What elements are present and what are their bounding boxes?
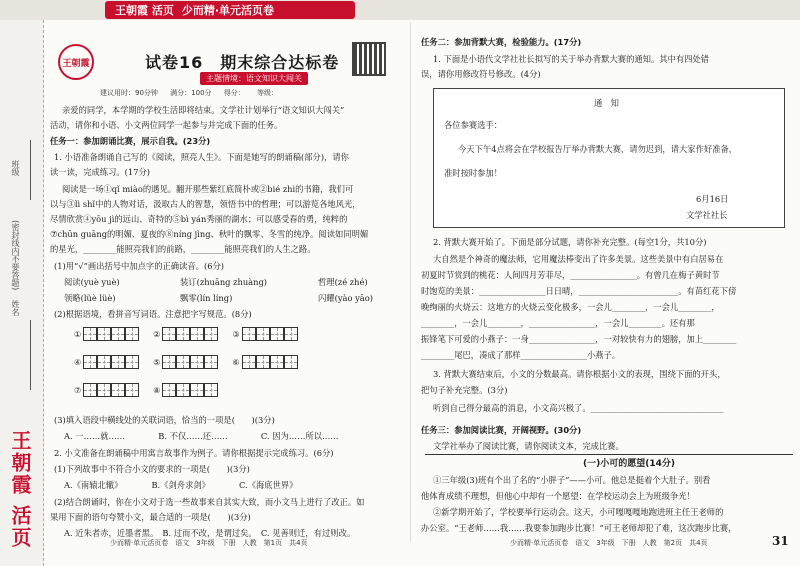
q2-sub-1: (1)下列故事中不符合小文的要求的一项是( )(3分) [54, 464, 250, 474]
name-blank [30, 320, 31, 390]
footer-left: 少而精·单元活页卷 语文 3年级 下册 人教 第1页 共4页 [110, 539, 308, 547]
reading-option-1[interactable]: 阅读(yuè yuè) [64, 277, 120, 287]
story-line-2: 他体育成绩不理想，但他心中却有一个愿望：在学校运动会上为班级争光！ [421, 491, 695, 501]
notice-signature: 文学社社长 [686, 210, 728, 220]
qr-code-icon [352, 42, 386, 76]
sub-question-2: (2)根据语境，看拼音写词语。注意把字写规范。(8分) [54, 309, 252, 319]
reading-option-6[interactable]: 闪耀(yào yāo) [318, 293, 373, 303]
page-number: 31 [772, 534, 789, 548]
writing-grid-item[interactable]: ① [74, 327, 139, 341]
reading-option-2[interactable]: 装订(zhuāng zhuàng) [180, 277, 268, 287]
writing-grid-row-1 [74, 327, 312, 341]
score-meta: 满分：100分 [170, 89, 212, 97]
q2-sub-2-line-1: (2)结合朗诵时，你在小文对于选一些故事来自其实大致，而小文马上进行了改正。如 [54, 497, 365, 507]
r-q2-p3: 时饱览的美景：________________日日晴，________________________。有苗红花下傍 [421, 286, 737, 296]
task-2-heading: 任务二：参加背默大赛，检验能力。(17分) [421, 37, 582, 47]
class-label: 班级 [11, 160, 20, 176]
writing-grid-item[interactable]: ② [153, 327, 218, 341]
story-line-4: 办公室。“王老师……我……我要参加跑步比赛！”可王老师却犯了难，这次跑步比赛， [421, 523, 737, 533]
writing-grid-row-2 [74, 355, 312, 369]
r-q2-p5: ________，一会儿________，________________，一会儿________。还有那 [421, 318, 695, 328]
task-3-heading: 任务三：参加阅读比赛，开阔视野。(30分) [421, 425, 582, 435]
writing-grid-item[interactable]: ③ [232, 327, 297, 341]
writing-grid-item[interactable]: ⑧ [153, 383, 218, 397]
paper-meta [100, 88, 288, 98]
options-2b[interactable]: A. 近朱者赤，近墨者黑。 B. 过而不改，是谓过矣。 C. 见善则迁，有过则改。 [64, 528, 356, 538]
q2-line: 2. 小文准备在朗诵稿中用寓言故事作为例子。请你根据提示完成练习。(6分) [54, 448, 334, 458]
publisher-logo-icon: 王朝霞 [58, 44, 94, 80]
right-column [415, 22, 800, 542]
passage-line-2: 以与③lì shǐ中的人物对话，汲取古人的智慧，领悟书中的哲理；可以游览各地风光， [50, 199, 361, 209]
r-q2-p2: 初夏时节赏到的桃花：人间四月芳菲尽，________________。有曾几在梅子黄时节 [421, 270, 720, 280]
task-3-intro: 文学社举办了阅读比赛，请你阅读文本，完成比赛。 [433, 441, 624, 451]
q2-sub-2-line-2: 果用下面的语句夸赞小文，最合适的一项是( )(3分) [50, 512, 251, 522]
r-q1-line-1: 1. 下面是小语代文学社社长拟写的关于举办背默大赛的通知。其中有四处错 [433, 54, 710, 64]
notice-body-1: 今天下午4点将会在学校报告厅举办背默大赛，请勿迟到，请大家作好准备， [458, 144, 738, 154]
passage-line-5: 的星光，________能照亮我们的前路，________能照亮我们的人生之路。 [50, 244, 316, 254]
writing-grid-item[interactable]: ⑥ [232, 355, 297, 369]
r-q1-line-2: 误，请你用修改符号修改。(4分) [421, 69, 541, 79]
reading-option-5[interactable]: 飘零(lín líng) [180, 293, 233, 303]
notice-greeting: 各位参赛选手： [444, 120, 503, 130]
r-q2-p4: 晚绚丽的火烧云：这地方的火烧云变化极多，一会儿________，一会儿________， [421, 302, 720, 312]
r-q3-line: 3. 背默大赛结束后，小文的分数最高。请你根据小文的表现，围绕下面的开头， [433, 369, 726, 379]
passage-line-1: 阅读是一场①qǐ miào的遇见。翻开那些紫红底简朴或②bié zhì的书籍，我们可 [62, 184, 354, 194]
sub-question-3: (3)填入语段中横线处的关联词语，恰当的一项是( )(3分) [54, 415, 275, 425]
paper-title: 试卷16 期末综合达标卷 [145, 53, 340, 72]
reading-option-4[interactable]: 领略(lüè lüè) [64, 293, 116, 303]
brand-name: 王朝霞 活页 [115, 4, 174, 17]
mine-meta: 得分： [223, 89, 245, 97]
section-divider [425, 454, 793, 455]
top-banner [0, 0, 800, 20]
notice-heading: 通 知 [594, 98, 619, 108]
q1-line: 1. 小语准备朗诵自己写的《阅读，照亮人生》。下面是她写的朗诵稿(部分)，请你 [54, 152, 349, 162]
story-line-3: ②新学期开始了，学校要举行运动会。这天，小可嘎嘎嘎地跑进班主任王老师的 [433, 507, 724, 517]
reading-option-3[interactable]: 哲理(zé zhé) [318, 277, 368, 287]
time-meta: 建议用时：90分钟 [100, 89, 158, 97]
r-q3-line-2: 把句子补充完整。(3分) [421, 385, 508, 395]
level-meta: 等级： [257, 89, 278, 97]
writing-grid-item[interactable]: ④ [74, 355, 139, 369]
series-name: 少而精·单元活页卷 [181, 4, 275, 17]
passage-line-3: 尽情欣赏④yōu jì的远山、奇特的⑤bì yán秀丽的湖水；可以感受春的勇，纯粹的 [50, 214, 348, 224]
writing-grid-item[interactable]: ⑦ [74, 383, 139, 397]
options-2a[interactable]: A.《南辕北辙》 B.《剑舟求剑》 C.《海底世界》 [64, 480, 298, 490]
story-line-1: ①三年级(3)班有个出了名的“小胖子”——小可。他总是挺着个大肚子。别看 [433, 475, 711, 485]
section-heading: (一)小可的愿望(14分) [575, 456, 683, 469]
passage-line-4: ⑦chūn guāng的明媚、夏夜的⑧níng jìng、秋叶的飘零、冬雪的纯净。阅读如同明媚 [50, 229, 369, 239]
options-3[interactable]: A. 一……就…… B. 不仅……还…… C. 因为……所以…… [64, 431, 339, 441]
r-q2-line: 2. 背默大赛开始了。下面是部分试题，请你补充完整。(每空1分，共10分) [433, 237, 707, 247]
r-q2-p7: ________尾巴，凑成了那样________________小燕子。 [421, 350, 621, 360]
binding-margin [0, 20, 44, 566]
side-brand-logo: 王朝霞 活页 [8, 430, 32, 549]
r-q2-p1: 大自然是个神奇的魔法师，它用魔法棒变出了许多美景。这些美景中有白居易在 [433, 254, 724, 264]
notice-body-2: 准时按时参加！ [444, 168, 503, 178]
writing-grid-item[interactable]: ⑤ [153, 355, 218, 369]
class-blank [30, 140, 31, 200]
brand-banner [105, 1, 355, 19]
paper-theme: 主题情境：语文知识大闯关 [200, 72, 308, 85]
sub-question-1: (1)用“√”画出括号中加点字的正确读音。(6分) [54, 261, 225, 271]
r-q2-p6: 振锋笔下可爱的小燕子：一身________________，一对较快有力的翅膀，加上________ [421, 334, 737, 344]
left-column [50, 22, 408, 542]
r-q3-answer[interactable]: 听到自己得分最高的消息，小文高兴极了。________________________________ [433, 403, 724, 413]
task-1-heading: 任务一：参加朗诵比赛，展示自我。(23分) [50, 136, 211, 146]
writing-grid-row-3 [74, 383, 232, 397]
footer-right: 少而精·单元活页卷 语文 3年级 下册 人教 第2页 共4页 [510, 539, 708, 547]
notice-date: 6月16日 [696, 194, 729, 204]
intro-line-1: 亲爱的同学，本学期的学校生活即将结束。文学社计划举行“语文知识大闯关” [62, 105, 345, 115]
column-divider [410, 22, 411, 542]
notice-box [433, 88, 785, 228]
intro-line-2: 活动，请你和小语、小文两位同学一起参与并完成下面的任务。 [50, 120, 283, 130]
seal-note: (密封线内不要答题) [11, 220, 20, 291]
q1-line-2: 读一读，完成练习。(17分) [50, 167, 151, 177]
name-label: 姓名 [11, 300, 20, 316]
